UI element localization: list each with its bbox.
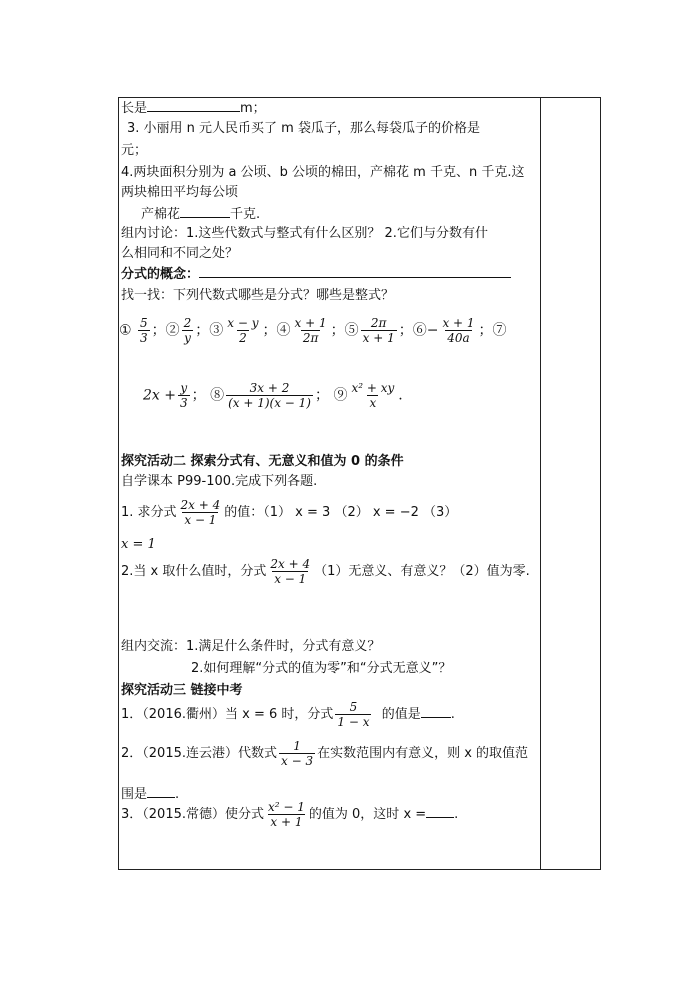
text: 产棉花 (141, 207, 181, 222)
text: 的值：（1） x = 3 （2） x = −2 （3） (224, 505, 458, 520)
text: （1）无意义、有意义？（2）值为零. (314, 564, 530, 579)
denominator: 2π (302, 331, 319, 345)
numerator: 2 (183, 316, 192, 330)
denominator: 2 (239, 331, 247, 345)
fraction (335, 700, 371, 729)
text: 在实数范围内有意义，则 x 的取值范 (317, 746, 529, 761)
fraction (179, 498, 223, 527)
text: . (454, 807, 459, 822)
numerator: 2π (370, 316, 387, 330)
length-line (121, 99, 266, 117)
activity-2-q1 (121, 498, 457, 527)
sep: ； (191, 387, 206, 404)
activity-3-q1 (121, 700, 455, 729)
activity-2-title: 探究活动二 探索分式有、无意义和值为 0 的条件 (121, 454, 404, 469)
text: 2．（2015.连云港）代数式 (121, 746, 277, 761)
text: 1. 求分式 (121, 505, 177, 520)
activity-3-q3 (121, 800, 458, 829)
expression-row-1 (119, 316, 507, 345)
numerator: x² − 1 (268, 800, 305, 814)
fraction (225, 316, 260, 345)
text: . (175, 787, 180, 802)
fraction (226, 381, 313, 410)
sep: ； (478, 322, 493, 339)
numerator: x + 1 (294, 316, 327, 330)
fraction (293, 316, 329, 345)
discussion-2-cont: 2.如何理解“分式的值为零”和“分式无意义”？ (191, 661, 452, 676)
fraction (138, 316, 150, 345)
discussion-2: 组内交流：1.满足什么条件时，分式有意义？ (121, 639, 381, 654)
denominator: x + 1 (270, 815, 303, 829)
fraction (268, 557, 312, 586)
fraction (178, 381, 190, 410)
answer-blank (180, 205, 230, 218)
index: ① (119, 322, 132, 339)
sep: ； (314, 387, 329, 404)
denominator: y (184, 331, 191, 345)
activity-3-title: 探究活动三 链接中考 (121, 683, 243, 698)
text: . (450, 707, 455, 722)
index: ④ (276, 322, 291, 339)
column-divider (540, 97, 541, 870)
denominator: x + 1 (362, 331, 395, 345)
answer-blank (426, 805, 454, 818)
sep: ； (330, 322, 345, 339)
sep: ； (262, 322, 277, 339)
text: 千克. (230, 207, 261, 222)
fraction (279, 739, 315, 768)
expression-row-2 (143, 381, 403, 410)
index: ② (165, 322, 180, 339)
concept-label: 分式的概念： (121, 267, 200, 282)
numerator: 5 (140, 316, 148, 330)
numerator: 1 (293, 739, 301, 753)
text: 的值为 0，这时 x = (308, 807, 427, 822)
fraction (361, 316, 397, 345)
denominator: 3 (140, 331, 148, 345)
denominator: 1 − x (337, 715, 370, 729)
denominator: x (369, 396, 377, 410)
question-3-cont: 元； (121, 143, 148, 158)
numerator: x + 1 (442, 316, 475, 330)
numerator: x − y (227, 316, 259, 330)
denominator: 3 (179, 396, 188, 410)
question-3: 3. 小丽用 n 元人民币买了 m 袋瓜子，那么每袋瓜子的价格是 (127, 121, 480, 136)
numerator: 3x + 2 (249, 381, 290, 395)
text: m； (240, 101, 266, 116)
text: 围是 (121, 787, 148, 802)
discussion-1-cont: 么相同和不同之处？ (121, 246, 239, 261)
fraction (266, 800, 307, 829)
answer-blank (147, 785, 175, 798)
numerator: 2x + 4 (270, 557, 311, 571)
fraction (349, 381, 396, 410)
index: ⑨ (333, 387, 348, 404)
expr-prefix: 2x + (143, 387, 176, 404)
numerator: 5 (349, 700, 358, 714)
fraction (182, 316, 194, 345)
sep: ； (398, 322, 413, 339)
question-4: 4.两块面积分别为 a 公顷、b 公顷的棉田，产棉花 m 千克、n 千克.这 (121, 165, 525, 180)
denominator: x − 1 (274, 572, 307, 586)
text: 的值是 (381, 707, 421, 722)
activity-2-q2 (121, 557, 530, 586)
text: 长是 (121, 101, 148, 116)
answer-blank (147, 99, 240, 112)
sep: ； (151, 322, 166, 339)
denominator: (x + 1)(x − 1) (228, 396, 311, 410)
denominator: x − 1 (184, 513, 217, 527)
find-prompt: 找一找：下列代数式哪些是分式？哪些是整式？ (121, 288, 395, 303)
denominator: 40a (447, 331, 470, 345)
question-4-cont: 两块棉田平均每公顷 (121, 185, 239, 200)
index: ⑥− (412, 322, 439, 339)
fraction (440, 316, 476, 345)
denominator: x − 3 (281, 754, 314, 768)
sep: ； (195, 322, 210, 339)
numerator: y (180, 381, 188, 395)
index: ⑧ (210, 387, 225, 404)
numerator: 2x + 4 (180, 498, 221, 512)
index: ③ (209, 322, 224, 339)
concept-line (121, 266, 511, 283)
self-study: 自学课本 P99-100.完成下列各题. (121, 474, 318, 489)
answer-blank (421, 705, 451, 718)
numerator: x² + xy (351, 381, 395, 395)
text: 1．（2016.衢州）当 x = 6 时，分式 (121, 707, 334, 722)
activity-3-q2 (121, 739, 528, 768)
index: ⑦ (492, 322, 507, 339)
text: 2.当 x 取什么值时，分式 (121, 564, 267, 579)
text: 3．（2015.常德）使分式 (121, 807, 264, 822)
answer-blank (199, 266, 511, 278)
index: ⑤ (344, 322, 359, 339)
end: . (398, 387, 403, 404)
question-4-answer (141, 205, 260, 223)
activity-2-q1-cont: x = 1 (121, 537, 156, 552)
discussion-1: 组内讨论：1.这些代数式与整式有什么区别？ 2.它们与分数有什 (121, 226, 488, 241)
